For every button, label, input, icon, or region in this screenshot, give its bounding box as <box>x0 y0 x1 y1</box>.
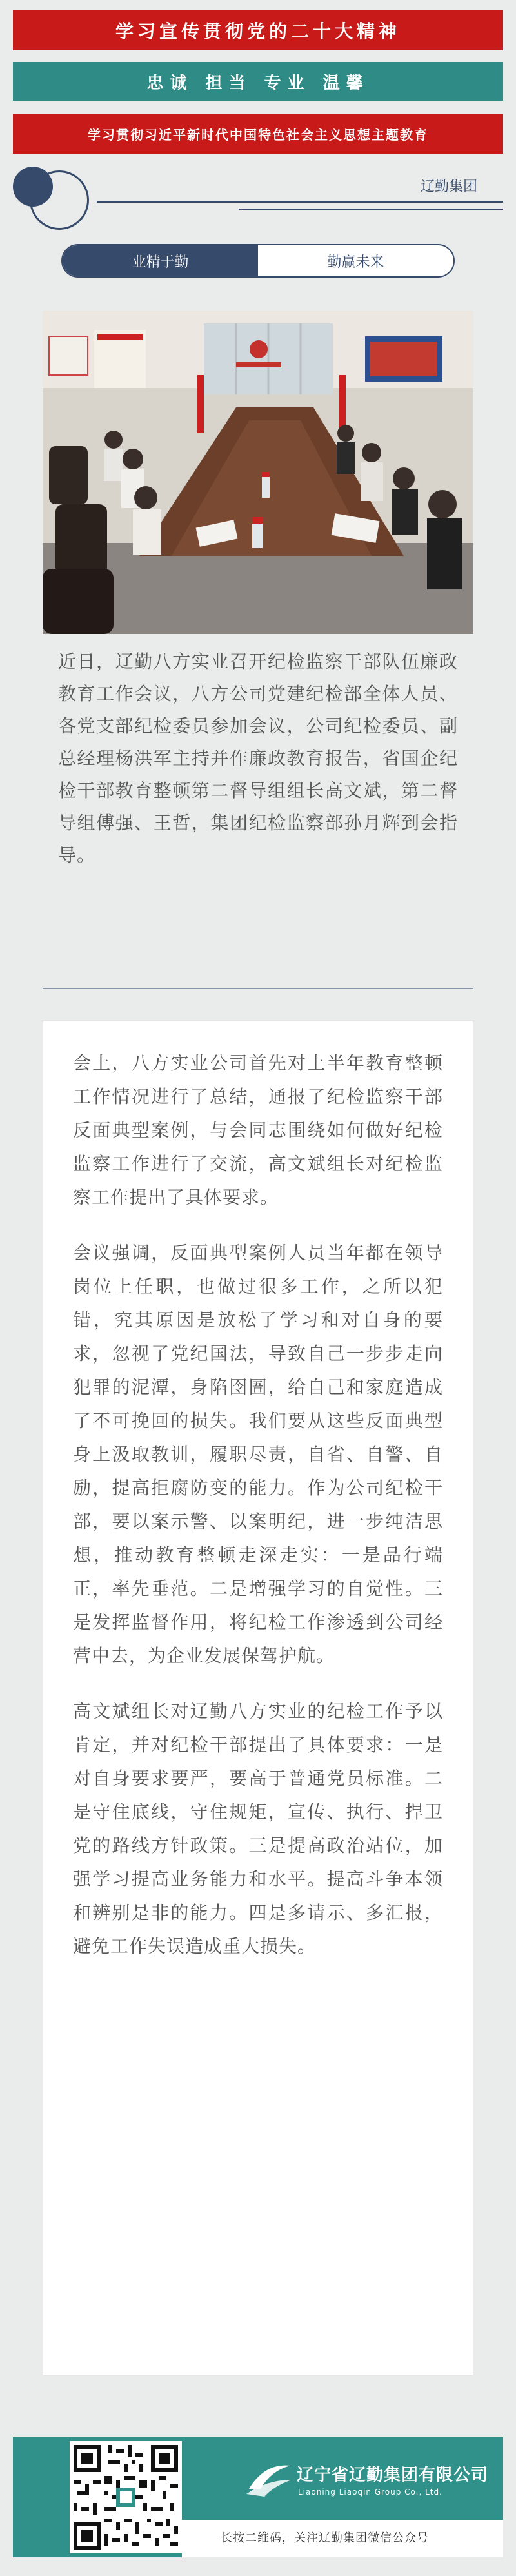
article-paragraph-3: 高文斌组长对辽勤八方实业的纪检工作予以肯定，并对纪检干部提出了具体要求：一是对自身要求要严，要高于普通党员标准。二是守住底线，守住规矩，宣传、执行、捍卫党的路线方针政策。三是提高政治站位，加强学习提高业务能力和水平。提高斗争本领和辨别是非的能力。四是多请示、多汇报，避免工作失误造成重大损失。 <box>73 1701 443 1957</box>
meeting-photo <box>43 311 473 634</box>
intro-paragraph: 近日，辽勤八方实业召开纪检监察干部队伍廉政教育工作会议，八方公司党建纪检部全体人员、各党支部纪检委员参加会议，公司纪检委员、副总经理杨洪军主持并作廉政教育报告，省国企纪检干部教育整顿第二督导组组长高文斌，第二督导组傅强、王哲，集团纪检监察部孙月辉到会指导。 <box>58 651 458 866</box>
logo-text-en: Liaoning Liaoqin Group Co., Ltd. <box>298 2488 442 2497</box>
section-divider <box>43 988 473 989</box>
slogan-tabs <box>61 244 455 278</box>
banner-theme: 学习宣传贯彻党的二十大精神 <box>13 10 503 50</box>
slogan-tab-left: 业精于勤 <box>63 245 258 276</box>
logo-icon <box>245 2460 293 2499</box>
footer-note: 长按二维码，关注辽勤集团微信公众号 <box>221 2531 429 2545</box>
decor-circle-ring <box>30 170 89 230</box>
qr-code[interactable] <box>70 2441 182 2553</box>
banner-education: 学习贯彻习近平新时代中国特色社会主义思想主题教育 <box>13 114 503 154</box>
slogan-tab-right: 勤赢未来 <box>327 254 384 271</box>
company-name: 辽勤集团 <box>420 179 477 195</box>
article-paragraph-1: 会上，八方实业公司首先对上半年教育整顿工作情况进行了总结，通报了纪检监察干部反面典型案例，与会同志围绕如何做好纪检监察工作进行了交流，高文斌组长对纪检监察工作提出了具体要求。 <box>73 1052 443 1208</box>
footer <box>13 2437 503 2557</box>
decor-line <box>97 201 503 203</box>
banner-motto: 忠诚 担当 专业 温馨 <box>13 62 503 101</box>
article-card <box>43 1020 473 2376</box>
header-decoration <box>13 167 503 231</box>
company-logo <box>245 2457 503 2508</box>
article-paragraph-2: 会议强调，反面典型案例人员当年都在领导岗位上任职，也做过很多工作，之所以犯错，究其原因是放松了学习和对自身的要求，忽视了党纪国法，导致自己一步步走向犯罪的泥潭，身陷囹圄，给自己和家庭造成了不可挽回的损失。我们要从这些反面典型身上汲取教训，履职尽责，自省、自警、自励，提高拒腐防变的能力。作为公司纪检干部，要以案示警、以案明纪，进一步纯洁思想，推动教育整顿走深走实：一是品行端正，率先垂范。二是增强学习的自觉性。三是发挥监督作用，将纪检工作渗透到公司经营中去，为企业发展保驾护航。 <box>73 1242 443 1666</box>
footer-note-strip <box>182 2520 503 2557</box>
decor-line-thin <box>239 209 503 210</box>
logo-text-cn: 辽宁省辽勤集团有限公司 <box>297 2466 489 2485</box>
